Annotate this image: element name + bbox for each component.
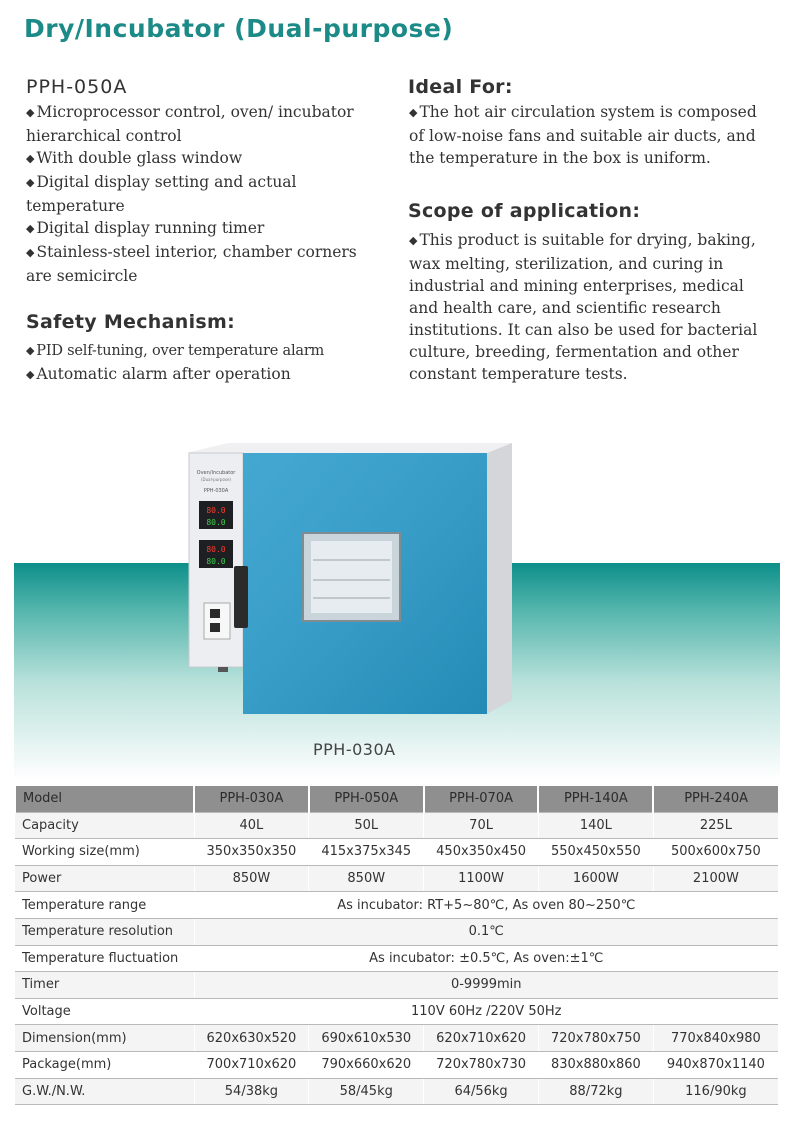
table-cell: 415x375x345 xyxy=(309,839,424,866)
feature-item: ◆ With double glass window xyxy=(26,147,376,171)
row-label: Temperature range xyxy=(15,892,194,919)
table-cell: 58/45kg xyxy=(309,1078,424,1105)
table-cell: 620x630x520 xyxy=(194,1025,309,1052)
table-cell: 700x710x620 xyxy=(194,1051,309,1078)
scope-heading: Scope of application: xyxy=(408,200,641,222)
table-row xyxy=(15,865,778,892)
table-cell: 790x660x620 xyxy=(309,1051,424,1078)
table-cell: 40L xyxy=(194,812,309,839)
oven-top xyxy=(186,443,512,453)
table-cell-span: As incubator: RT+5~80℃, As oven 80~250℃ xyxy=(194,892,778,919)
table-cell: 770x840x980 xyxy=(653,1025,778,1052)
table-row xyxy=(15,945,778,972)
feature-item: ◆ Digital display running timer xyxy=(26,217,376,241)
table-cell: 450x350x450 xyxy=(424,839,539,866)
page-title: Dry/Incubator (Dual-purpose) xyxy=(24,14,454,43)
safety-item: ◆ Automatic alarm after operation xyxy=(26,363,386,387)
header-cell: Model xyxy=(15,786,194,812)
ideal-heading: Ideal For: xyxy=(408,76,513,98)
spec-table xyxy=(14,786,778,1105)
header-cell: PPH-240A xyxy=(653,786,778,812)
display-2: 80.0 xyxy=(206,518,226,527)
safety-item: ◆ PID self-tuning, over temperature alarm xyxy=(26,340,386,363)
table-row xyxy=(15,998,778,1025)
oven-side xyxy=(487,443,512,714)
switch-1 xyxy=(210,609,220,618)
header-cell: PPH-050A xyxy=(309,786,424,812)
table-cell: 850W xyxy=(309,865,424,892)
panel-label: Oven/Incubator xyxy=(196,470,236,476)
scope-item: ◆ This product is suitable for drying, baking, wax melting, sterilization, and curing in industrial and mining enterprises, medical and health care, and scientific research institutions. It can also be used for bacterial culture, breeding, fermentation and other constant temperature tests. xyxy=(409,229,774,385)
table-row xyxy=(15,839,778,866)
table-row xyxy=(15,1078,778,1105)
table-row xyxy=(15,972,778,999)
table-cell: 116/90kg xyxy=(653,1078,778,1105)
table-cell: 550x450x550 xyxy=(538,839,653,866)
table-cell: 720x780x750 xyxy=(538,1025,653,1052)
door-handle xyxy=(234,566,248,628)
row-label: Working size(mm) xyxy=(15,839,194,866)
table-cell: 500x600x750 xyxy=(653,839,778,866)
header-cell: PPH-070A xyxy=(424,786,539,812)
ideal-item: ◆ The hot air circulation system is composed of low-noise fans and suitable air ducts, and the temperature in the box is uniform. xyxy=(409,101,774,169)
table-cell: 830x880x860 xyxy=(538,1051,653,1078)
table-cell: 690x610x530 xyxy=(309,1025,424,1052)
safety-heading: Safety Mechanism: xyxy=(26,311,235,333)
row-label: Temperature resolution xyxy=(15,918,194,945)
feature-item: ◆ Stainless-steel interior, chamber corners are semicircle xyxy=(26,241,376,287)
window-glass xyxy=(311,541,392,613)
table-row xyxy=(15,812,778,839)
display-4: 80.0 xyxy=(206,557,226,566)
table-cell-span: 0.1℃ xyxy=(194,918,778,945)
table-cell: 720x780x730 xyxy=(424,1051,539,1078)
table-cell: 54/38kg xyxy=(194,1078,309,1105)
table-cell: 850W xyxy=(194,865,309,892)
table-row xyxy=(15,918,778,945)
header-cell: PPH-140A xyxy=(538,786,653,812)
table-cell: 70L xyxy=(424,812,539,839)
row-label: Temperature fluctuation xyxy=(15,945,194,972)
switch-panel xyxy=(204,603,230,639)
header-cell: PPH-030A xyxy=(194,786,309,812)
row-label: Package(mm) xyxy=(15,1051,194,1078)
panel-sublabel: (Dual-purpose) xyxy=(201,477,231,482)
table-cell: 64/56kg xyxy=(424,1078,539,1105)
table-cell: 620x710x620 xyxy=(424,1025,539,1052)
table-cell-span: 110V 60Hz /220V 50Hz xyxy=(194,998,778,1025)
panel-model: PPH-030A xyxy=(203,488,229,494)
table-cell: 1600W xyxy=(538,865,653,892)
table-cell: 140L xyxy=(538,812,653,839)
product-caption: PPH-030A xyxy=(313,740,396,759)
row-label: Power xyxy=(15,865,194,892)
oven-foot xyxy=(218,667,228,672)
table-cell-span: 0-9999min xyxy=(194,972,778,999)
table-cell: 350x350x350 xyxy=(194,839,309,866)
table-cell: 225L xyxy=(653,812,778,839)
table-cell-span: As incubator: ±0.5℃, As oven:±1℃ xyxy=(194,945,778,972)
switch-2 xyxy=(210,623,220,632)
table-cell: 88/72kg xyxy=(538,1078,653,1105)
table-row xyxy=(15,892,778,919)
row-label: Voltage xyxy=(15,998,194,1025)
table-row xyxy=(15,1025,778,1052)
table-cell: 940x870x1140 xyxy=(653,1051,778,1078)
display-1: 80.0 xyxy=(206,506,226,515)
table-cell: 50L xyxy=(309,812,424,839)
model-code: PPH-050A xyxy=(26,76,128,98)
table-row xyxy=(15,1051,778,1078)
display-3: 80.0 xyxy=(206,545,226,554)
row-label: G.W./N.W. xyxy=(15,1078,194,1105)
feature-item: ◆ Microprocessor control, oven/ incubator hierarchical control xyxy=(26,101,376,147)
table-cell: 2100W xyxy=(653,865,778,892)
feature-item: ◆ Digital display setting and actual temperature xyxy=(26,171,376,217)
row-label: Capacity xyxy=(15,812,194,839)
table-header-row xyxy=(15,786,778,812)
table-cell: 1100W xyxy=(424,865,539,892)
row-label: Timer xyxy=(15,972,194,999)
row-label: Dimension(mm) xyxy=(15,1025,194,1052)
